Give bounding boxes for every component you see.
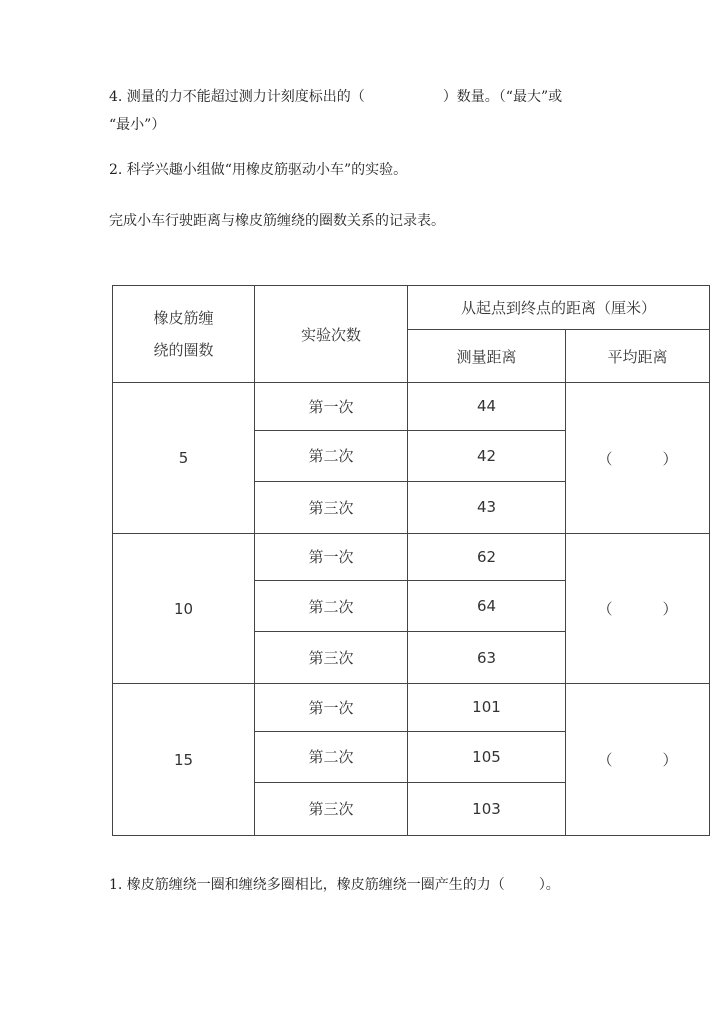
turns-cell: 15 <box>113 684 255 836</box>
table-row <box>113 383 710 430</box>
header-turns-line-1: 橡皮筋缠 <box>153 309 214 328</box>
paren-open: （ <box>597 600 613 619</box>
trial-label: 第三次 <box>255 782 408 835</box>
table-row <box>113 684 710 731</box>
distance-value: 103 <box>408 782 566 835</box>
table-row <box>113 533 710 580</box>
question-4-line-1 <box>109 87 562 107</box>
trial-label: 第三次 <box>255 481 408 533</box>
header-measured-distance: 测量距离 <box>408 330 566 383</box>
question-4-line-2: “最小”） <box>109 117 166 133</box>
trial-label: 第二次 <box>255 430 408 481</box>
average-answer-cell[interactable] <box>566 383 710 534</box>
distance-value: 105 <box>408 731 566 782</box>
distance-value: 63 <box>408 632 566 684</box>
turns-cell: 5 <box>113 383 255 534</box>
paren-close: ） <box>662 600 678 619</box>
paren-close: ） <box>662 751 678 770</box>
distance-value: 44 <box>408 383 566 430</box>
trial-label: 第二次 <box>255 581 408 632</box>
average-answer-cell[interactable] <box>566 533 710 684</box>
header-turns <box>113 286 255 383</box>
question-4-text-before-blank: 4. 测量的力不能超过测力计刻度标出的（ <box>109 89 365 105</box>
paren-open: （ <box>597 449 613 468</box>
trial-label: 第二次 <box>255 731 408 782</box>
header-turns-line-2: 绕的圈数 <box>153 341 214 360</box>
question-2-task: 完成小车行驶距离与橡皮筋缠绕的圈数关系的记录表。 <box>109 213 445 229</box>
distance-value: 42 <box>408 430 566 481</box>
trial-label: 第一次 <box>255 533 408 580</box>
header-distance-group: 从起点到终点的距离（厘米） <box>408 286 710 330</box>
question-2-intro: 2. 科学兴趣小组做“用橡皮筋驱动小车”的实验。 <box>109 162 408 178</box>
turns-cell: 10 <box>113 533 255 684</box>
question-1-text-before-blank: 1. 橡皮筋缠绕一圈和缠绕多圈相比，橡皮筋缠绕一圈产生的力（ <box>109 877 505 893</box>
header-average-distance: 平均距离 <box>566 330 710 383</box>
paren-open: （ <box>597 751 613 770</box>
average-answer-cell[interactable] <box>566 684 710 836</box>
trial-label: 第一次 <box>255 383 408 430</box>
record-table <box>112 285 710 836</box>
question-1-line <box>109 875 560 895</box>
paren-close: ） <box>662 449 678 468</box>
table-header-row <box>113 286 710 330</box>
question-1-text-after-blank: ）。 <box>538 877 560 893</box>
trial-label: 第一次 <box>255 684 408 731</box>
distance-value: 43 <box>408 481 566 533</box>
question-4-text-after-blank: ）数量。（“最大”或 <box>442 89 563 105</box>
distance-value: 62 <box>408 533 566 580</box>
distance-value: 64 <box>408 581 566 632</box>
header-trials: 实验次数 <box>255 286 408 383</box>
distance-value: 101 <box>408 684 566 731</box>
trial-label: 第三次 <box>255 632 408 684</box>
